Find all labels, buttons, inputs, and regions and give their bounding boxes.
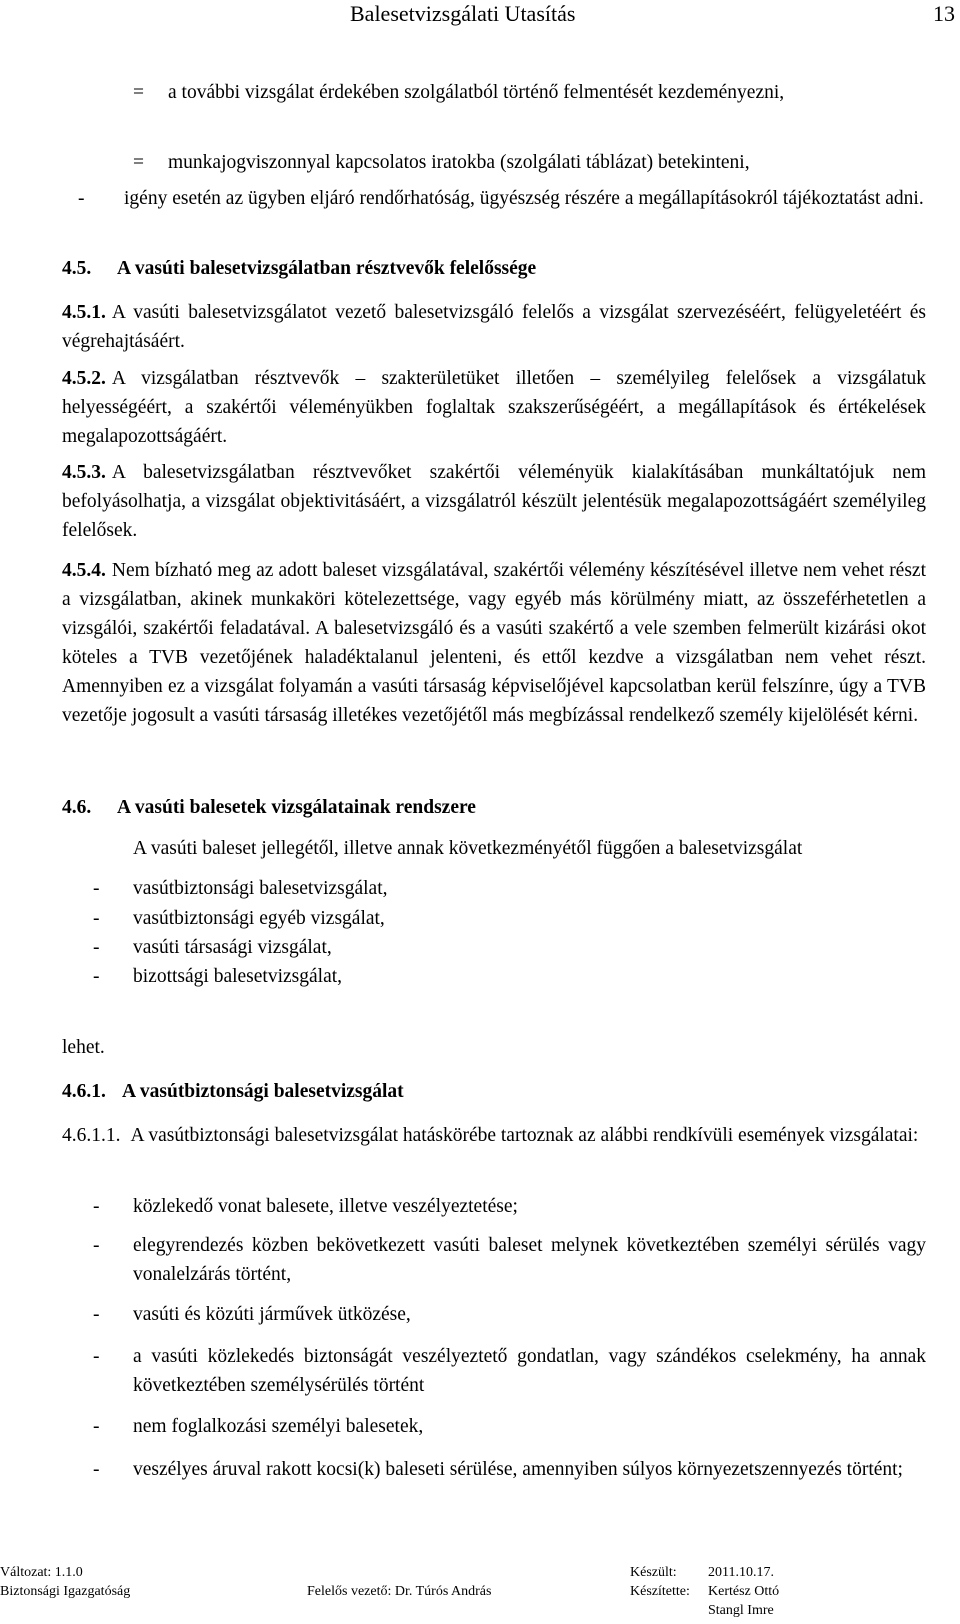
- paragraph-number: 4.5.1.: [62, 302, 106, 323]
- paragraph-text: Nem bízható meg az adott baleset vizsgálatával, szakértői vélemény készítésével illetve nem vehet részt a vizsgálatban, akinek munkaköri kötelezettsége, vagy egyéb más körülmény miatt, az összeférhetetlen a vizsgálói, szakértői feladatával. A balesetvizsgáló és a vasúti szakértő a vele szemben felmerült kizárási okot köteles a TVB vezetőjének haladéktalanul jelenteni, és ettől kezdve a vizsgálatban nem vehet részt. Amennyiben ez a vizsgálat folyamán a vasúti társaság képviselőjével kapcsolatban kerül felszínre, úgy a TVB vezetője jogosult a vasúti társaság illetékes vezetőjétől más megbízással rendelkező személy kijelölését kérni.: [62, 560, 926, 726]
- paragraph-text: A vasútbiztonsági balesetvizsgálat hatáskörébe tartoznak az alábbi rendkívüli események vizsgálatai:: [130, 1125, 919, 1146]
- list-item: elegyrendezés közben bekövetkezett vasúti baleset melynek következtében személyi sérülés vagy vonalelzárás történt,: [133, 1235, 926, 1285]
- numbered-paragraph: [62, 458, 926, 545]
- footer-author-1: Kertész Ottó: [708, 1584, 780, 1599]
- list-item: vasúti társasági vizsgálat,: [133, 937, 332, 958]
- dash-bullet: -: [93, 878, 100, 899]
- page-header-title: Balesetvizsgálati Utasítás: [350, 1, 576, 26]
- footer-responsible: Felelős vezető: Dr. Túrós András: [307, 1584, 492, 1599]
- list-item: igény esetén az ügyben eljáró rendőrhatóság, ügyészség részére a megállapításokról tájékoztatást adni.: [124, 188, 924, 209]
- list-item: a vasúti közlekedés biztonságát veszélyeztető gondatlan, vagy szándékos cselekmény, ha annak következtében személysérülés történt: [133, 1346, 926, 1396]
- numbered-paragraph: [62, 298, 926, 356]
- footer-author-2: Stangl Imre: [708, 1603, 774, 1618]
- dash-bullet: -: [93, 1304, 100, 1325]
- paragraph-number: 4.5.2.: [62, 368, 106, 389]
- list-item: vasúti és közúti járművek ütközése,: [133, 1304, 411, 1325]
- section-title: A vasúti balesetek vizsgálatainak rendszere: [117, 797, 476, 818]
- paragraph-text: A balesetvizsgálatban résztvevőket szakértői véleményük kialakításában munkáltatójuk nem befolyásolhatja, a vizsgálat objektivitásáért, a vizsgálatról készült jelentésük megalapozottságáért személyileg felelősek.: [62, 462, 926, 541]
- equals-bullet: =: [133, 152, 144, 173]
- dash-bullet: -: [93, 1196, 100, 1217]
- list-item: vasútbiztonsági balesetvizsgálat,: [133, 878, 388, 899]
- dash-bullet: -: [78, 188, 85, 209]
- footer-author-label: Készítette:: [630, 1584, 690, 1599]
- dash-bullet: -: [93, 1346, 100, 1367]
- closing-text: lehet.: [62, 1037, 105, 1058]
- numbered-paragraph: [62, 1121, 926, 1150]
- paragraph-number: 4.6.1.1.: [62, 1125, 121, 1146]
- paragraph-number: 4.5.4.: [62, 560, 106, 581]
- paragraph-text: A vizsgálatban résztvevők – szakterületüket illetően – személyileg felelősek a vizsgálatuk helyességéért, a szakértői véleményükben foglaltak szakszerűségéért, a megállapítások és értékelések megalapozottságáért.: [62, 368, 926, 447]
- section-number: 4.6.1.: [62, 1081, 106, 1102]
- dash-bullet: -: [93, 1459, 100, 1480]
- list-item: vasútbiztonsági egyéb vizsgálat,: [133, 908, 385, 929]
- numbered-paragraph: [62, 364, 926, 451]
- list-item: bizottsági balesetvizsgálat,: [133, 966, 343, 987]
- page-number: 13: [933, 1, 955, 26]
- footer-created-date: 2011.10.17.: [708, 1565, 774, 1580]
- list-item: a további vizsgálat érdekében szolgálatból történő felmentését kezdeményezni,: [168, 82, 785, 103]
- list-item: munkajogviszonnyal kapcsolatos iratokba (szolgálati táblázat) betekinteni,: [168, 152, 750, 173]
- section-number: 4.5.: [62, 258, 92, 279]
- footer-created-label: Készült:: [630, 1565, 677, 1580]
- equals-bullet: =: [133, 82, 144, 103]
- paragraph-text: A vasúti balesetvizsgálatot vezető balesetvizsgáló felelős a vizsgálat szervezéséért, felügyeletéért és végrehajtásáért.: [62, 302, 926, 352]
- list-item: veszélyes áruval rakott kocsi(k) baleseti sérülése, amennyiben súlyos környezetszennyezés történt;: [133, 1459, 903, 1480]
- section-number: 4.6.: [62, 797, 92, 818]
- list-item: nem foglalkozási személyi balesetek,: [133, 1416, 424, 1437]
- list-item: közlekedő vonat balesete, illetve veszélyeztetése;: [133, 1196, 518, 1217]
- dash-bullet: -: [93, 937, 100, 958]
- dash-bullet: -: [93, 1416, 100, 1437]
- footer-department: Biztonsági Igazgatóság: [0, 1584, 131, 1599]
- footer-version: Változat: 1.1.0: [0, 1565, 83, 1580]
- dash-bullet: -: [93, 1235, 100, 1256]
- dash-bullet: -: [93, 966, 100, 987]
- section-title: A vasúti balesetvizsgálatban résztvevők felelőssége: [117, 258, 537, 279]
- paragraph-number: 4.5.3.: [62, 462, 106, 483]
- numbered-paragraph: [62, 556, 926, 730]
- intro-text: A vasúti baleset jellegétől, illetve annak következményétől függően a balesetvizsgálat: [133, 838, 803, 859]
- dash-bullet: -: [93, 908, 100, 929]
- section-title: A vasútbiztonsági balesetvizsgálat: [122, 1081, 404, 1102]
